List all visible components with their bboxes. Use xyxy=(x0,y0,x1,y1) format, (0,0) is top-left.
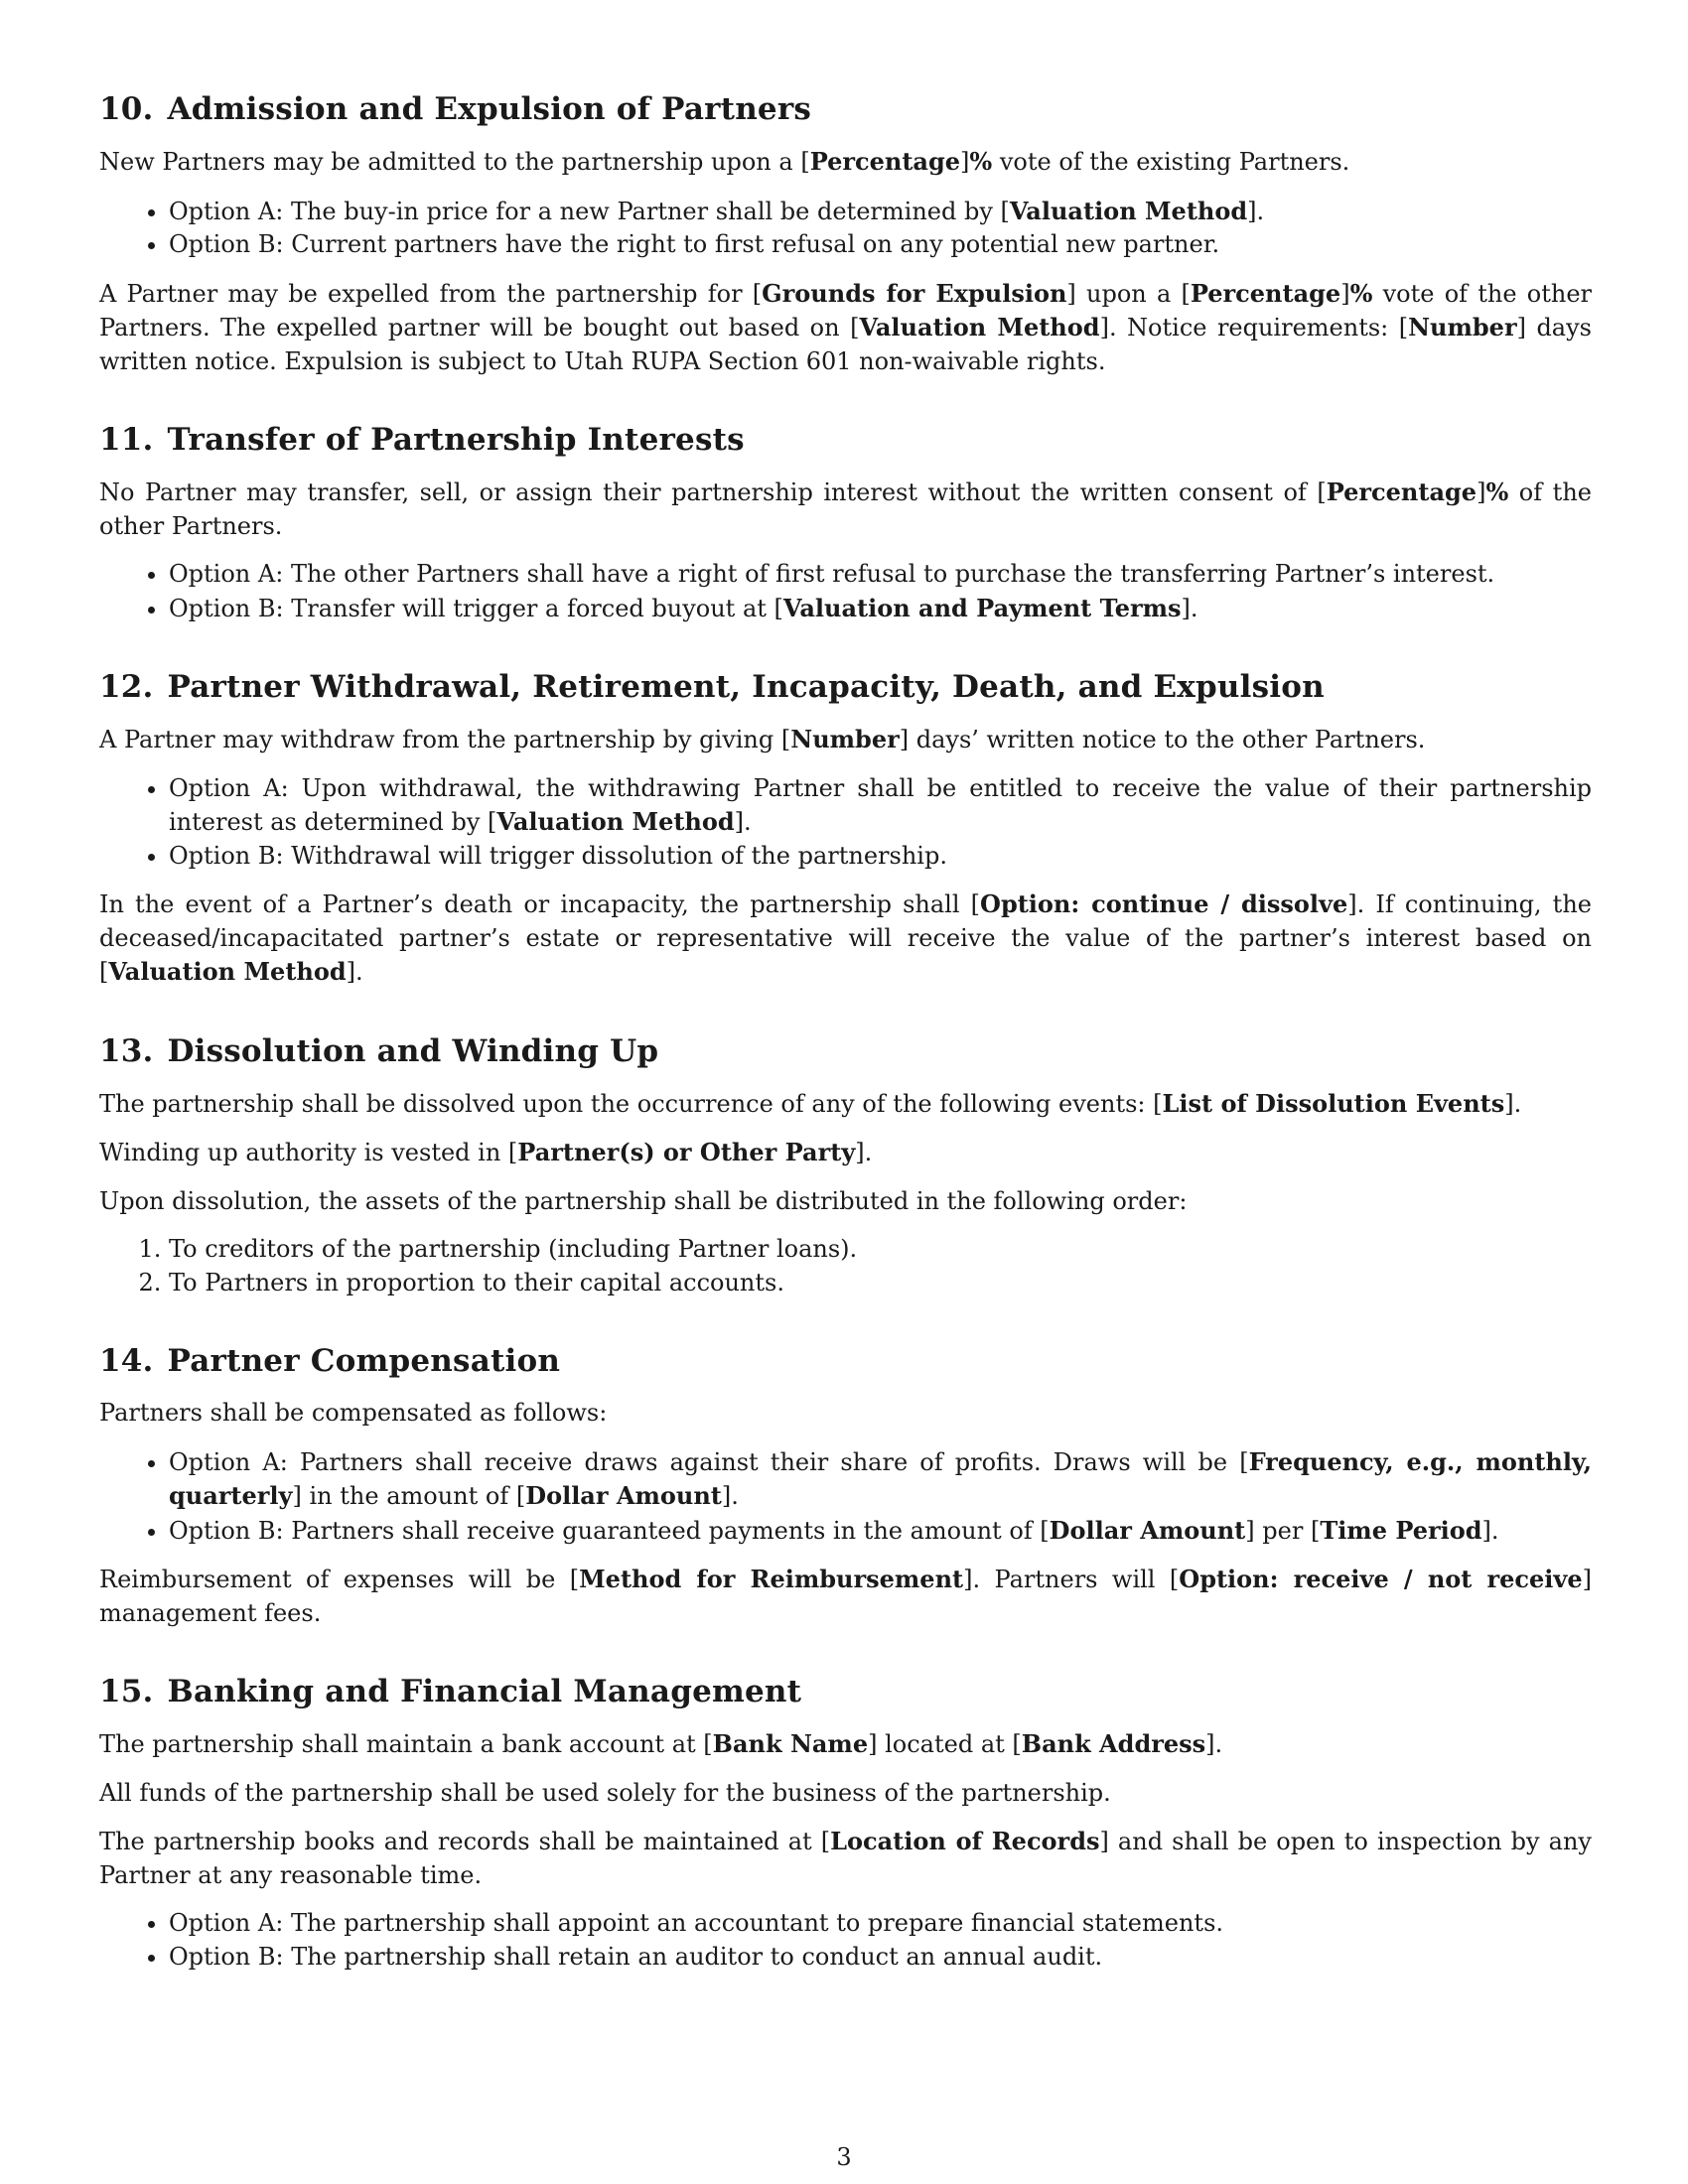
placeholder-field: Option: receive / not receive xyxy=(1179,1565,1583,1593)
placeholder-field: Valuation and Payment Terms xyxy=(782,593,1182,622)
option-b xyxy=(169,228,1592,262)
paragraph xyxy=(99,1087,1592,1122)
placeholder-field: Valuation Method xyxy=(1009,196,1248,225)
placeholder-field: Number xyxy=(790,725,900,753)
text-run: All funds of the partnership shall be used solely for the business of the partnership. xyxy=(99,1778,1111,1807)
placeholder-field: Bank Name xyxy=(712,1729,869,1758)
text-run: [ xyxy=(703,1730,713,1758)
text-run: No Partner may transfer, sell, or assign their partnership interest without the written consent of xyxy=(99,478,1318,506)
text-run: ] xyxy=(1340,279,1350,308)
text-run: Option B: Partners shall receive guaranteed payments in the amount of xyxy=(169,1516,1041,1545)
placeholder-field: Dollar Amount xyxy=(525,1481,722,1510)
text-run: located at xyxy=(877,1730,1013,1758)
text-run: The partnership books and records shall be maintained at xyxy=(99,1828,821,1855)
text-run: ] xyxy=(292,1482,302,1510)
text-run: upon a xyxy=(1075,279,1182,308)
text-run: vote of the other Partners. The expelled partner will be bought out based on xyxy=(99,279,1592,341)
text-run: To Partners in proportion to their capital accounts. xyxy=(169,1268,784,1297)
text-run: ] xyxy=(1477,478,1486,506)
text-run: Option A: The other Partners shall have a right of first refusal to purchase the transferring Partner’s interest. xyxy=(169,560,1495,588)
text-run: Option B: Current partners have the right to first refusal on any potential new partner. xyxy=(169,230,1220,258)
text-run: ]. xyxy=(1504,1089,1522,1118)
text-run: Option A: Upon withdrawal, the withdrawing Partner shall be entitled to receive the value of their partnership interest as determined by xyxy=(169,773,1592,836)
text-run: [ xyxy=(1012,1730,1022,1758)
option-a xyxy=(169,558,1592,592)
text-run: days written notice. Expulsion is subject to Utah RUPA Section 601 non-waivable rights. xyxy=(99,314,1592,375)
option-list xyxy=(99,772,1592,874)
text-run: [ xyxy=(780,726,791,753)
option-list xyxy=(99,195,1592,262)
option-list xyxy=(99,1445,1592,1549)
text-run: ]. xyxy=(1247,197,1265,225)
paragraph xyxy=(99,1563,1592,1630)
text-run: [ xyxy=(850,314,860,341)
placeholder-field: Grounds for Expulsion xyxy=(762,278,1067,308)
paragraph xyxy=(99,723,1592,757)
section-number: 13. xyxy=(99,1032,154,1069)
document-page xyxy=(99,89,1592,2015)
placeholder-field: Number xyxy=(1408,313,1517,341)
text-run: Winding up authority is vested in xyxy=(99,1139,508,1166)
text-run: Reimbursement of expenses will be xyxy=(99,1566,570,1593)
placeholder-field: Frequency, e.g., monthly, quarterly xyxy=(169,1446,1592,1510)
text-run: ] xyxy=(963,1566,973,1593)
placeholder-field: Partner(s) or Other Party xyxy=(517,1138,856,1166)
text-run: ] xyxy=(1099,314,1109,341)
placeholder-field: % xyxy=(1485,478,1509,506)
paragraph xyxy=(99,277,1592,379)
section-heading xyxy=(99,89,1592,129)
text-run: The partnership shall maintain a bank account at xyxy=(99,1730,704,1758)
placeholder-field: Valuation Method xyxy=(496,807,735,836)
text-run: [ xyxy=(515,1482,526,1510)
option-b xyxy=(169,1941,1592,1975)
section-title: Partner Withdrawal, Retirement, Incapacity, Death, and Expulsion xyxy=(167,669,1325,705)
text-run: ] xyxy=(1516,314,1526,341)
text-run: New Partners may be admitted to the partnership upon a xyxy=(99,148,801,176)
placeholder-field: Time Period xyxy=(1320,1515,1482,1545)
option-b xyxy=(169,840,1592,874)
text-run: Option B: Withdrawal will trigger dissolution of the partnership. xyxy=(169,841,947,870)
text-run: [ xyxy=(1310,1516,1321,1545)
text-run: [ xyxy=(99,958,109,986)
option-a xyxy=(169,772,1592,840)
option-a xyxy=(169,1445,1592,1514)
paragraph xyxy=(99,145,1592,180)
section-heading xyxy=(99,667,1592,707)
paragraph xyxy=(99,476,1592,543)
text-run: and shall be open to inspection by any Partner at any reasonable time. xyxy=(99,1828,1592,1889)
placeholder-field: Valuation Method xyxy=(108,957,347,986)
text-run: ] xyxy=(1347,890,1357,918)
option-list xyxy=(99,558,1592,625)
text-run: of the other Partners. xyxy=(99,478,1592,540)
placeholder-field: Dollar Amount xyxy=(1049,1515,1246,1545)
text-run: ]. xyxy=(1205,1730,1223,1758)
text-run: [ xyxy=(1317,478,1327,506)
placeholder-field: Option: continue / dissolve xyxy=(980,889,1348,918)
text-run: ]. xyxy=(855,1139,873,1166)
section-14 xyxy=(99,1341,1592,1630)
option-a xyxy=(169,195,1592,229)
placeholder-field: Method for Reimbursement xyxy=(579,1565,964,1593)
text-run: in the amount of xyxy=(301,1482,516,1510)
text-run: The partnership shall be dissolved upon the occurrence of any of the following events: xyxy=(99,1089,1154,1118)
text-run: days’ written notice to the other Partners. xyxy=(909,726,1426,753)
text-run: To creditors of the partnership (including Partner loans). xyxy=(169,1235,858,1263)
section-15 xyxy=(99,1672,1592,1974)
text-run: Upon dissolution, the assets of the partnership shall be distributed in the following order: xyxy=(99,1186,1188,1215)
text-run: [ xyxy=(1000,197,1010,225)
placeholder-field: Bank Address xyxy=(1021,1729,1206,1758)
text-run: [ xyxy=(1040,1516,1050,1545)
placeholder-field: % xyxy=(1349,278,1373,308)
list-item xyxy=(169,1233,1592,1267)
text-run: ] xyxy=(960,148,970,176)
text-run: [ xyxy=(1239,1447,1249,1476)
section-heading xyxy=(99,1672,1592,1711)
text-run: ] xyxy=(1582,1566,1593,1593)
section-number: 15. xyxy=(99,1674,154,1709)
text-run: [ xyxy=(1169,1566,1180,1593)
text-run: ]. xyxy=(346,958,363,986)
option-b xyxy=(169,592,1592,626)
text-run: ]. xyxy=(721,1482,739,1510)
text-run: [ xyxy=(1181,279,1191,308)
text-run: . If continuing, the deceased/incapacitated partner’s estate or representative will receive the value of the partner’s interest based on xyxy=(99,890,1592,952)
placeholder-field: Percentage xyxy=(1326,478,1477,506)
placeholder-field: % xyxy=(969,147,993,176)
text-run: [ xyxy=(1153,1089,1163,1118)
section-title: Banking and Financial Management xyxy=(167,1674,802,1709)
text-run: [ xyxy=(1398,314,1409,341)
text-run: ] xyxy=(1099,1828,1109,1855)
text-run: Partners shall be compensated as follows: xyxy=(99,1399,608,1427)
placeholder-field: List of Dissolution Events xyxy=(1162,1088,1505,1118)
section-10 xyxy=(99,89,1592,378)
text-run: ]. xyxy=(1481,1516,1499,1545)
placeholder-field: Percentage xyxy=(809,147,961,176)
text-run: [ xyxy=(569,1566,580,1593)
page-number: 3 xyxy=(836,2143,852,2171)
text-run: ] xyxy=(1245,1516,1255,1545)
section-title: Transfer of Partnership Interests xyxy=(167,422,745,458)
text-run: [ xyxy=(752,279,763,308)
text-run: vote of the existing Partners. xyxy=(992,148,1350,176)
text-run: Option A: The partnership shall appoint an accountant to prepare financial statements. xyxy=(169,1909,1224,1937)
text-run: A Partner may withdraw from the partnership by giving xyxy=(99,726,781,753)
text-run: ] xyxy=(1066,279,1076,308)
paragraph xyxy=(99,887,1592,990)
paragraph xyxy=(99,1727,1592,1762)
text-run: [ xyxy=(774,594,783,622)
paragraph xyxy=(99,1825,1592,1892)
section-title: Partner Compensation xyxy=(167,1343,561,1379)
section-title: Admission and Expulsion of Partners xyxy=(167,91,812,127)
section-heading xyxy=(99,420,1592,460)
section-heading xyxy=(99,1341,1592,1381)
section-number: 14. xyxy=(99,1343,154,1379)
text-run: [ xyxy=(820,1828,831,1855)
section-number: 10. xyxy=(99,91,154,127)
distribution-order-list xyxy=(99,1233,1592,1299)
section-title: Dissolution and Winding Up xyxy=(167,1032,659,1069)
paragraph xyxy=(99,1185,1592,1219)
text-run: . Notice requirements: xyxy=(1108,314,1399,341)
paragraph xyxy=(99,1136,1592,1170)
text-run: ]. xyxy=(1181,594,1198,622)
section-number: 11. xyxy=(99,422,154,458)
text-run: Option B: The partnership shall retain an auditor to conduct an annual audit. xyxy=(169,1942,1103,1971)
section-12 xyxy=(99,667,1592,990)
text-run: per xyxy=(1254,1516,1311,1545)
text-run: [ xyxy=(488,808,497,836)
section-number: 12. xyxy=(99,669,154,705)
option-a xyxy=(169,1907,1592,1941)
text-run: Option A: The buy-in price for a new Partner shall be determined by xyxy=(169,197,1001,225)
text-run: Option B: Transfer will trigger a forced buyout at xyxy=(169,594,774,622)
text-run: [ xyxy=(800,148,810,176)
text-run: ] xyxy=(899,726,910,753)
paragraph xyxy=(99,1777,1592,1811)
placeholder-field: Location of Records xyxy=(830,1827,1100,1855)
text-run: Option A: Partners shall receive draws against their share of profits. Draws will be xyxy=(169,1447,1240,1476)
text-run: management fees. xyxy=(99,1598,322,1627)
placeholder-field: Valuation Method xyxy=(859,313,1100,341)
text-run: . Partners will xyxy=(972,1566,1170,1593)
list-item xyxy=(169,1267,1592,1300)
section-heading xyxy=(99,1031,1592,1071)
option-b xyxy=(169,1514,1592,1549)
paragraph xyxy=(99,1397,1592,1431)
text-run: ] xyxy=(868,1730,878,1758)
placeholder-field: Percentage xyxy=(1190,278,1341,308)
option-list xyxy=(99,1907,1592,1974)
section-13 xyxy=(99,1031,1592,1300)
text-run: [ xyxy=(970,890,981,918)
text-run: A Partner may be expelled from the partnership for xyxy=(99,279,753,308)
text-run: In the event of a Partner’s death or incapacity, the partnership shall xyxy=(99,890,971,918)
text-run: ]. xyxy=(734,808,752,836)
text-run: [ xyxy=(507,1139,518,1166)
section-11 xyxy=(99,420,1592,625)
